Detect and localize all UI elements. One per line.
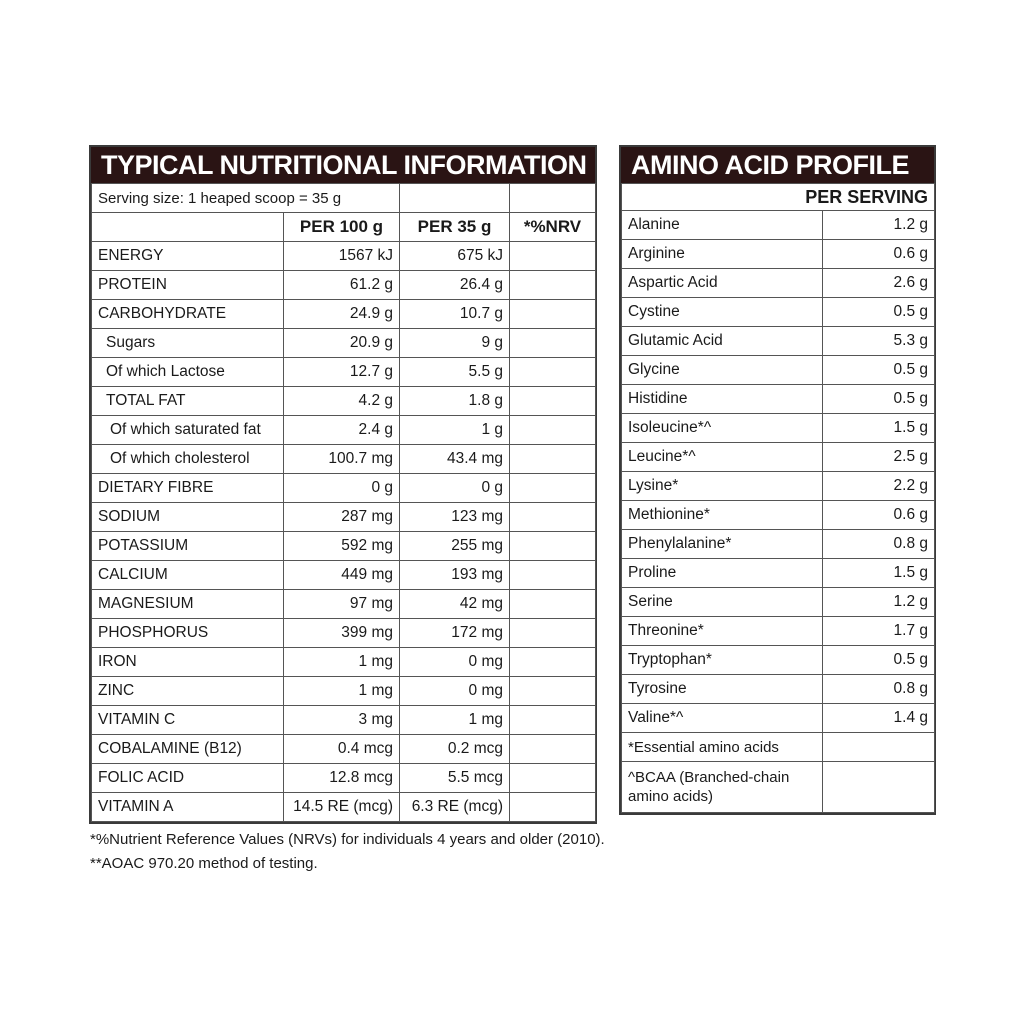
per35-value: 675 kJ bbox=[400, 242, 510, 271]
footer-notes bbox=[90, 828, 605, 876]
nutrient-label: PHOSPHORUS bbox=[92, 619, 284, 648]
amino-row bbox=[622, 385, 935, 414]
per35-value: 0.2 mcg bbox=[400, 735, 510, 764]
amino-row bbox=[622, 327, 935, 356]
nutrition-row bbox=[92, 242, 596, 271]
nutrition-row bbox=[92, 590, 596, 619]
per100-value: 287 mg bbox=[284, 503, 400, 532]
nutrition-row bbox=[92, 677, 596, 706]
per35-value: 193 mg bbox=[400, 561, 510, 590]
amino-label: Tyrosine bbox=[622, 675, 823, 704]
nutrient-label: COBALAMINE (B12) bbox=[92, 735, 284, 764]
amino-title: AMINO ACID PROFILE bbox=[621, 147, 934, 183]
amino-label: Tryptophan* bbox=[622, 646, 823, 675]
amino-value: 1.2 g bbox=[823, 211, 935, 240]
per100-value: 12.7 g bbox=[284, 358, 400, 387]
per35-value: 255 mg bbox=[400, 532, 510, 561]
nutrient-label: DIETARY FIBRE bbox=[92, 474, 284, 503]
nutrient-label: IRON bbox=[92, 648, 284, 677]
per35-value: 172 mg bbox=[400, 619, 510, 648]
amino-value: 1.5 g bbox=[823, 414, 935, 443]
per35-value: 1 mg bbox=[400, 706, 510, 735]
nutrient-label: VITAMIN C bbox=[92, 706, 284, 735]
per100-value: 100.7 mg bbox=[284, 445, 400, 474]
per35-value: 1.8 g bbox=[400, 387, 510, 416]
nrv-value bbox=[510, 358, 596, 387]
per35-value: 5.5 mcg bbox=[400, 764, 510, 793]
nutrient-label: CARBOHYDRATE bbox=[92, 300, 284, 329]
essential-note: *Essential amino acids bbox=[622, 733, 823, 762]
per35-value: 0 mg bbox=[400, 677, 510, 706]
nutrition-row bbox=[92, 271, 596, 300]
nutrition-table bbox=[91, 183, 596, 822]
footer-nrv-note: *%Nutrient Reference Values (NRVs) for individuals 4 years and older (2010). bbox=[90, 831, 605, 848]
per100-value: 61.2 g bbox=[284, 271, 400, 300]
nutrition-row bbox=[92, 503, 596, 532]
nrv-value bbox=[510, 532, 596, 561]
nrv-value bbox=[510, 764, 596, 793]
amino-row bbox=[622, 646, 935, 675]
nutrient-label: Sugars bbox=[92, 329, 284, 358]
nrv-column-header: *%NRV bbox=[510, 213, 596, 242]
per100-value: 24.9 g bbox=[284, 300, 400, 329]
note-empty-cell bbox=[823, 733, 935, 762]
nrv-value bbox=[510, 271, 596, 300]
nutrition-row bbox=[92, 793, 596, 822]
serving-row bbox=[92, 184, 596, 213]
amino-value: 1.5 g bbox=[823, 559, 935, 588]
amino-label: Methionine* bbox=[622, 501, 823, 530]
per100-value: 97 mg bbox=[284, 590, 400, 619]
nutrition-row bbox=[92, 532, 596, 561]
nutrition-title: TYPICAL NUTRITIONAL INFORMATION bbox=[91, 147, 595, 183]
nrv-value bbox=[510, 329, 596, 358]
per35-column-header: PER 35 g bbox=[400, 213, 510, 242]
nutrient-label: PROTEIN bbox=[92, 271, 284, 300]
amino-value: 2.6 g bbox=[823, 269, 935, 298]
nrv-value bbox=[510, 677, 596, 706]
per100-value: 1 mg bbox=[284, 648, 400, 677]
nutrition-panel bbox=[89, 145, 597, 824]
note-row bbox=[622, 762, 935, 813]
nutrient-label: Of which saturated fat bbox=[92, 416, 284, 445]
nutrition-row bbox=[92, 300, 596, 329]
nrv-value bbox=[510, 648, 596, 677]
amino-label: Threonine* bbox=[622, 617, 823, 646]
per-serving-header-row bbox=[622, 184, 935, 211]
nrv-value bbox=[510, 300, 596, 329]
amino-label: Aspartic Acid bbox=[622, 269, 823, 298]
amino-row bbox=[622, 269, 935, 298]
amino-row bbox=[622, 211, 935, 240]
per35-value: 0 g bbox=[400, 474, 510, 503]
per35-value: 43.4 mg bbox=[400, 445, 510, 474]
nutrient-label: ZINC bbox=[92, 677, 284, 706]
nutrition-row bbox=[92, 764, 596, 793]
amino-value: 0.5 g bbox=[823, 298, 935, 327]
amino-value: 0.8 g bbox=[823, 675, 935, 704]
per35-value: 42 mg bbox=[400, 590, 510, 619]
per35-value: 10.7 g bbox=[400, 300, 510, 329]
nutrition-row bbox=[92, 358, 596, 387]
amino-label: Serine bbox=[622, 588, 823, 617]
nutrient-label: Of which cholesterol bbox=[92, 445, 284, 474]
amino-row bbox=[622, 414, 935, 443]
amino-label: Lysine* bbox=[622, 472, 823, 501]
nrv-value bbox=[510, 619, 596, 648]
per100-value: 4.2 g bbox=[284, 387, 400, 416]
amino-value: 2.5 g bbox=[823, 443, 935, 472]
amino-label: Alanine bbox=[622, 211, 823, 240]
per100-value: 399 mg bbox=[284, 619, 400, 648]
amino-row bbox=[622, 240, 935, 269]
amino-value: 0.6 g bbox=[823, 501, 935, 530]
note-row bbox=[622, 733, 935, 762]
amino-label: Isoleucine*^ bbox=[622, 414, 823, 443]
amino-table bbox=[621, 183, 935, 813]
per35-value: 26.4 g bbox=[400, 271, 510, 300]
nutrient-label: MAGNESIUM bbox=[92, 590, 284, 619]
amino-row bbox=[622, 675, 935, 704]
nutrition-row bbox=[92, 387, 596, 416]
per100-value: 0.4 mcg bbox=[284, 735, 400, 764]
nutrition-row bbox=[92, 329, 596, 358]
note-empty-cell bbox=[823, 762, 935, 813]
amino-row bbox=[622, 588, 935, 617]
amino-row bbox=[622, 617, 935, 646]
per100-value: 14.5 RE (mcg) bbox=[284, 793, 400, 822]
amino-value: 1.7 g bbox=[823, 617, 935, 646]
nutrition-row bbox=[92, 561, 596, 590]
nutrient-label: TOTAL FAT bbox=[92, 387, 284, 416]
amino-row bbox=[622, 298, 935, 327]
nrv-value bbox=[510, 416, 596, 445]
per35-value: 6.3 RE (mcg) bbox=[400, 793, 510, 822]
amino-row bbox=[622, 472, 935, 501]
per100-column-header: PER 100 g bbox=[284, 213, 400, 242]
amino-label: Phenylalanine* bbox=[622, 530, 823, 559]
serving-empty-cell bbox=[510, 184, 596, 213]
footer-aoac-note: **AOAC 970.20 method of testing. bbox=[90, 855, 318, 872]
serving-empty-cell bbox=[400, 184, 510, 213]
amino-label: Cystine bbox=[622, 298, 823, 327]
nutrient-label: ENERGY bbox=[92, 242, 284, 271]
per35-value: 5.5 g bbox=[400, 358, 510, 387]
nrv-value bbox=[510, 503, 596, 532]
nrv-value bbox=[510, 590, 596, 619]
amino-value: 0.5 g bbox=[823, 356, 935, 385]
column-header-row bbox=[92, 213, 596, 242]
per100-value: 0 g bbox=[284, 474, 400, 503]
serving-size: Serving size: 1 heaped scoop = 35 g bbox=[92, 184, 400, 213]
per100-value: 12.8 mcg bbox=[284, 764, 400, 793]
per35-value: 1 g bbox=[400, 416, 510, 445]
amino-label: Glycine bbox=[622, 356, 823, 385]
nrv-value bbox=[510, 445, 596, 474]
per35-value: 9 g bbox=[400, 329, 510, 358]
amino-value: 1.4 g bbox=[823, 704, 935, 733]
per100-value: 449 mg bbox=[284, 561, 400, 590]
amino-label: Proline bbox=[622, 559, 823, 588]
per100-value: 1567 kJ bbox=[284, 242, 400, 271]
amino-value: 0.6 g bbox=[823, 240, 935, 269]
per100-value: 3 mg bbox=[284, 706, 400, 735]
amino-row bbox=[622, 559, 935, 588]
amino-value: 5.3 g bbox=[823, 327, 935, 356]
nutrition-row bbox=[92, 416, 596, 445]
nutrient-label: POTASSIUM bbox=[92, 532, 284, 561]
amino-row bbox=[622, 704, 935, 733]
amino-row bbox=[622, 443, 935, 472]
amino-label: Valine*^ bbox=[622, 704, 823, 733]
per100-value: 2.4 g bbox=[284, 416, 400, 445]
nrv-value bbox=[510, 793, 596, 822]
amino-panel bbox=[619, 145, 936, 815]
nrv-value bbox=[510, 474, 596, 503]
amino-value: 2.2 g bbox=[823, 472, 935, 501]
nrv-value bbox=[510, 735, 596, 764]
nutrient-label: CALCIUM bbox=[92, 561, 284, 590]
nutrient-label: Of which Lactose bbox=[92, 358, 284, 387]
nutrition-row bbox=[92, 619, 596, 648]
amino-label: Glutamic Acid bbox=[622, 327, 823, 356]
amino-value: 0.5 g bbox=[823, 385, 935, 414]
label-column-header bbox=[92, 213, 284, 242]
nutrition-row bbox=[92, 445, 596, 474]
per100-value: 1 mg bbox=[284, 677, 400, 706]
nutrition-row bbox=[92, 648, 596, 677]
per100-value: 20.9 g bbox=[284, 329, 400, 358]
amino-row bbox=[622, 530, 935, 559]
per35-value: 123 mg bbox=[400, 503, 510, 532]
nrv-value bbox=[510, 242, 596, 271]
nutrient-label: SODIUM bbox=[92, 503, 284, 532]
amino-value: 0.5 g bbox=[823, 646, 935, 675]
per100-value: 592 mg bbox=[284, 532, 400, 561]
nutrition-row bbox=[92, 706, 596, 735]
nrv-value bbox=[510, 561, 596, 590]
amino-row bbox=[622, 356, 935, 385]
nrv-value bbox=[510, 706, 596, 735]
nutrient-label: FOLIC ACID bbox=[92, 764, 284, 793]
amino-row bbox=[622, 501, 935, 530]
per-serving-header: PER SERVING bbox=[622, 184, 935, 211]
amino-value: 0.8 g bbox=[823, 530, 935, 559]
per35-value: 0 mg bbox=[400, 648, 510, 677]
nrv-value bbox=[510, 387, 596, 416]
bcaa-note: ^BCAA (Branched-chain amino acids) bbox=[622, 762, 823, 813]
amino-label: Histidine bbox=[622, 385, 823, 414]
nutrient-label: VITAMIN A bbox=[92, 793, 284, 822]
amino-label: Arginine bbox=[622, 240, 823, 269]
amino-value: 1.2 g bbox=[823, 588, 935, 617]
amino-label: Leucine*^ bbox=[622, 443, 823, 472]
nutrition-row bbox=[92, 735, 596, 764]
nutrition-row bbox=[92, 474, 596, 503]
